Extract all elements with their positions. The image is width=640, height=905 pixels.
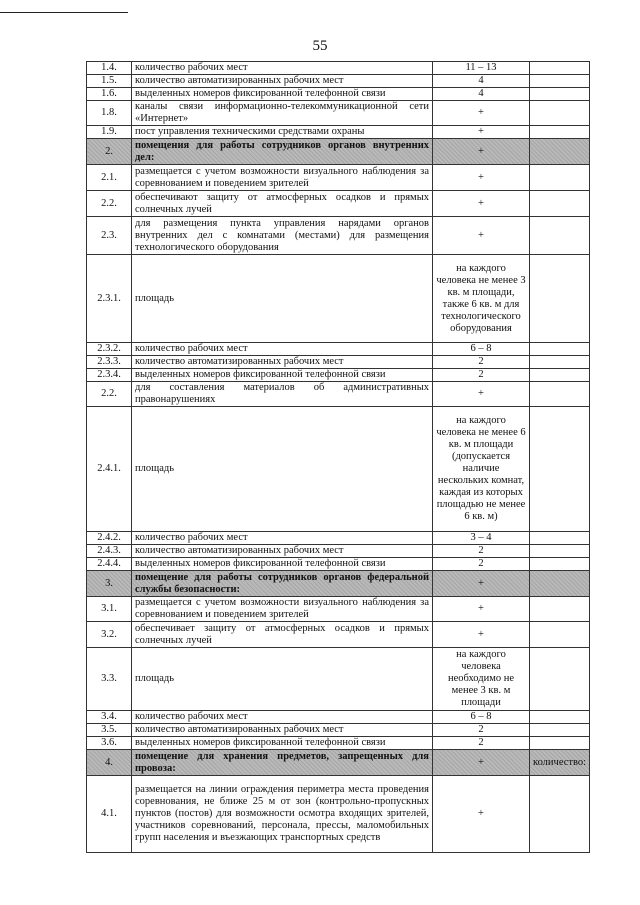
row-requirement: количество рабочих мест	[132, 62, 433, 75]
row-value: 2	[433, 724, 530, 737]
row-requirement: обеспечивают защиту от атмосферных осадков и прямых солнечных лучей	[132, 191, 433, 217]
table-row	[87, 407, 590, 532]
table-row	[87, 382, 590, 407]
row-number: 3.1.	[87, 597, 132, 622]
row-extra	[530, 126, 590, 139]
row-requirement: количество автоматизированных рабочих мест	[132, 356, 433, 369]
row-extra	[530, 343, 590, 356]
row-value: 11 – 13	[433, 62, 530, 75]
row-extra	[530, 776, 590, 853]
row-number: 3.4.	[87, 711, 132, 724]
row-number: 3.3.	[87, 648, 132, 711]
row-requirement: обеспечивает защиту от атмосферных осадков и прямых солнечных лучей	[132, 622, 433, 648]
row-requirement: количество рабочих мест	[132, 343, 433, 356]
table-row	[87, 776, 590, 853]
row-requirement: помещение для хранения предметов, запрещенных для провоза:	[132, 750, 433, 776]
row-requirement: выделенных номеров фиксированной телефонной связи	[132, 369, 433, 382]
row-number: 2.2.	[87, 382, 132, 407]
table-row	[87, 343, 590, 356]
row-number: 2.4.1.	[87, 407, 132, 532]
header-rule	[0, 12, 128, 13]
row-value: +	[433, 101, 530, 126]
table-row	[87, 724, 590, 737]
row-value: +	[433, 571, 530, 597]
row-number: 3.	[87, 571, 132, 597]
row-number: 1.4.	[87, 62, 132, 75]
row-requirement: количество автоматизированных рабочих мест	[132, 724, 433, 737]
table-row	[87, 126, 590, 139]
row-number: 1.9.	[87, 126, 132, 139]
row-value: +	[433, 597, 530, 622]
row-value: на каждого человека не менее 6 кв. м площади (допускается наличие нескольких комнат, каждая из которых площадью не менее 6 кв. м)	[433, 407, 530, 532]
row-requirement: помещение для работы сотрудников органов федеральной службы безопасности:	[132, 571, 433, 597]
row-number: 2.	[87, 139, 132, 165]
row-requirement: пост управления техническими средствами охраны	[132, 126, 433, 139]
table-row	[87, 101, 590, 126]
row-requirement: каналы связи информационно-телекоммуникационной сети «Интернет»	[132, 101, 433, 126]
row-value: 2	[433, 369, 530, 382]
row-number: 4.	[87, 750, 132, 776]
row-number: 2.2.	[87, 191, 132, 217]
row-requirement: для составления материалов об административных правонарушениях	[132, 382, 433, 407]
row-requirement: количество автоматизированных рабочих мест	[132, 545, 433, 558]
row-extra	[530, 532, 590, 545]
row-number: 1.5.	[87, 75, 132, 88]
row-extra	[530, 407, 590, 532]
row-number: 2.1.	[87, 165, 132, 191]
section-row	[87, 750, 590, 776]
row-number: 1.6.	[87, 88, 132, 101]
row-extra	[530, 369, 590, 382]
row-extra	[530, 545, 590, 558]
row-extra	[530, 648, 590, 711]
row-number: 2.4.3.	[87, 545, 132, 558]
row-requirement: количество рабочих мест	[132, 532, 433, 545]
row-requirement: площадь	[132, 407, 433, 532]
row-extra	[530, 558, 590, 571]
row-value: 2	[433, 545, 530, 558]
table-row	[87, 597, 590, 622]
row-extra	[530, 191, 590, 217]
row-value: +	[433, 382, 530, 407]
row-number: 2.4.2.	[87, 532, 132, 545]
row-value: +	[433, 191, 530, 217]
row-extra	[530, 737, 590, 750]
row-number: 1.8.	[87, 101, 132, 126]
table-row	[87, 622, 590, 648]
row-value: 2	[433, 558, 530, 571]
row-extra	[530, 101, 590, 126]
row-extra	[530, 382, 590, 407]
row-value: 4	[433, 88, 530, 101]
row-extra	[530, 165, 590, 191]
row-requirement: размещается на линии ограждения периметра места проведения соревнования, не ближе 25 м от зон (контрольно-пропускных пунктов (постов) для возможности осмотра входящих зрителей, участников соревнований, персонала, прессы, маломобильных групп населения и въезжающих транспортных средств	[132, 776, 433, 853]
row-value: +	[433, 139, 530, 165]
row-value: +	[433, 776, 530, 853]
table-row	[87, 75, 590, 88]
row-value: +	[433, 750, 530, 776]
row-extra	[530, 88, 590, 101]
row-number: 3.5.	[87, 724, 132, 737]
row-extra	[530, 597, 590, 622]
row-value: на каждого человека необходимо не менее 3 кв. м площади	[433, 648, 530, 711]
row-value: +	[433, 126, 530, 139]
table-row	[87, 711, 590, 724]
row-extra	[530, 139, 590, 165]
row-value: +	[433, 165, 530, 191]
row-value: 2	[433, 737, 530, 750]
table-row	[87, 737, 590, 750]
row-requirement: выделенных номеров фиксированной телефонной связи	[132, 88, 433, 101]
table-row	[87, 648, 590, 711]
row-requirement: количество рабочих мест	[132, 711, 433, 724]
row-value: 3 – 4	[433, 532, 530, 545]
page-number: 55	[312, 38, 328, 54]
row-extra	[530, 571, 590, 597]
table-row	[87, 545, 590, 558]
section-row	[87, 139, 590, 165]
row-value: 2	[433, 356, 530, 369]
row-number: 2.3.	[87, 217, 132, 255]
table-body	[87, 62, 590, 853]
row-extra	[530, 622, 590, 648]
table-row	[87, 369, 590, 382]
row-extra: количество:	[530, 750, 590, 776]
row-number: 2.3.1.	[87, 255, 132, 343]
row-value: +	[433, 622, 530, 648]
table-row	[87, 62, 590, 75]
row-number: 4.1.	[87, 776, 132, 853]
table-row	[87, 165, 590, 191]
row-extra	[530, 62, 590, 75]
requirements-table	[86, 61, 590, 853]
row-extra	[530, 217, 590, 255]
row-value: 6 – 8	[433, 343, 530, 356]
row-requirement: площадь	[132, 255, 433, 343]
row-requirement: размещается с учетом возможности визуального наблюдения за соревнованием и поведением зрителей	[132, 597, 433, 622]
row-requirement: площадь	[132, 648, 433, 711]
row-extra	[530, 711, 590, 724]
table-row	[87, 88, 590, 101]
row-number: 3.6.	[87, 737, 132, 750]
row-requirement: количество автоматизированных рабочих мест	[132, 75, 433, 88]
row-requirement: выделенных номеров фиксированной телефонной связи	[132, 558, 433, 571]
row-requirement: помещения для работы сотрудников органов внутренних дел:	[132, 139, 433, 165]
row-requirement: размещается с учетом возможности визуального наблюдения за соревнованием и поведением зрителей	[132, 165, 433, 191]
table-row	[87, 558, 590, 571]
row-extra	[530, 75, 590, 88]
section-row	[87, 571, 590, 597]
row-number: 3.2.	[87, 622, 132, 648]
row-extra	[530, 724, 590, 737]
row-requirement: для размещения пункта управления нарядами органов внутренних дел с комнатами (местами) для размещения технологического оборудования	[132, 217, 433, 255]
table-row	[87, 356, 590, 369]
row-value: на каждого человека не менее 3 кв. м площади, также 6 кв. м для технологического оборудования	[433, 255, 530, 343]
row-number: 2.3.4.	[87, 369, 132, 382]
table-row	[87, 191, 590, 217]
row-value: +	[433, 217, 530, 255]
row-number: 2.3.3.	[87, 356, 132, 369]
row-number: 2.4.4.	[87, 558, 132, 571]
table-row	[87, 255, 590, 343]
row-extra	[530, 255, 590, 343]
row-value: 6 – 8	[433, 711, 530, 724]
row-number: 2.3.2.	[87, 343, 132, 356]
row-extra	[530, 356, 590, 369]
table-row	[87, 532, 590, 545]
row-value: 4	[433, 75, 530, 88]
table-row	[87, 217, 590, 255]
row-requirement: выделенных номеров фиксированной телефонной связи	[132, 737, 433, 750]
